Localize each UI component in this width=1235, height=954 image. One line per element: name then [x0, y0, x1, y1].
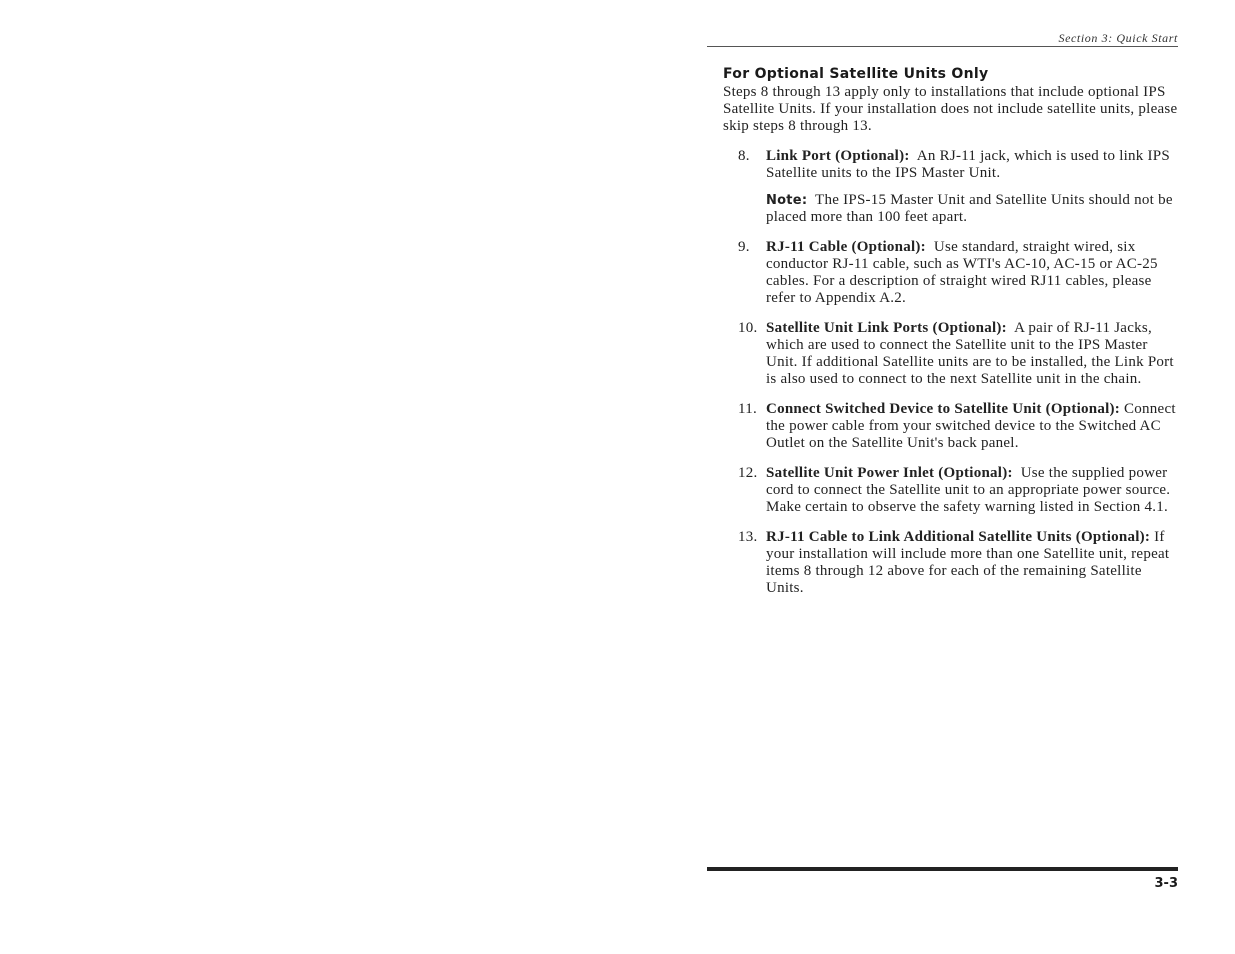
- section-heading: For Optional Satellite Units Only: [723, 66, 989, 82]
- note-block: [766, 192, 1183, 226]
- steps-list: [723, 148, 1183, 597]
- note-text: The IPS-15 Master Unit and Satellite Units should not be placed more than 100 feet apart.: [766, 192, 1173, 225]
- page-content: [723, 64, 1183, 610]
- step-body: Use standard, straight wired, six conductor RJ-11 cable, such as WTI's AC-10, AC-15 or AC-25 cables. For a description of straight wired RJ11 cables, please refer to Appendix A.2.: [766, 239, 1158, 306]
- step-item-8: [723, 148, 1183, 226]
- page-number: 3-3: [1154, 876, 1178, 891]
- note-label: Note:: [766, 193, 808, 208]
- step-number: 8.: [738, 148, 750, 164]
- step-body: Connect the power cable from your switched device to the Switched AC Outlet on the Satellite Unit's back panel.: [766, 401, 1176, 451]
- header-rule: [707, 46, 1178, 47]
- step-item-13: [723, 529, 1183, 597]
- footer-rule: [707, 867, 1178, 871]
- step-item-11: [723, 401, 1183, 452]
- step-item-12: [723, 465, 1183, 516]
- step-number: 10.: [738, 320, 758, 336]
- step-title: RJ-11 Cable to Link Additional Satellite Units (Optional):: [766, 529, 1151, 545]
- step-item-10: [723, 320, 1183, 388]
- section-intro: Steps 8 through 13 apply only to installations that include optional IPS Satellite Units. If your installation does not include satellite units, please skip steps 8 through 13.: [723, 84, 1178, 134]
- step-number: 11.: [738, 401, 757, 417]
- step-title: Satellite Unit Link Ports (Optional):: [766, 320, 1007, 336]
- step-title: RJ-11 Cable (Optional):: [766, 239, 926, 255]
- step-title: Link Port (Optional):: [766, 148, 910, 164]
- step-body: A pair of RJ-11 Jacks, which are used to connect the Satellite unit to the IPS Master Unit. If additional Satellite units are to be installed, the Link Port is also used to connect to the next Satellite unit in the chain.: [766, 320, 1174, 387]
- step-number: 13.: [738, 529, 758, 545]
- running-header: Section 3: Quick Start: [1058, 31, 1178, 45]
- step-number: 12.: [738, 465, 758, 481]
- step-item-9: [723, 239, 1183, 307]
- step-title: Satellite Unit Power Inlet (Optional):: [766, 465, 1013, 481]
- step-body: Use the supplied power cord to connect the Satellite unit to an appropriate power source. Make certain to observe the safety warning listed in Section 4.1.: [766, 465, 1171, 515]
- step-title: Connect Switched Device to Satellite Unit (Optional):: [766, 401, 1121, 417]
- step-body: An RJ-11 jack, which is used to link IPS Satellite units to the IPS Master Unit.: [766, 148, 1170, 181]
- step-body: If your installation will include more than one Satellite unit, repeat items 8 through 12 above for each of the remaining Satellite Units.: [766, 529, 1170, 596]
- step-number: 9.: [738, 239, 750, 255]
